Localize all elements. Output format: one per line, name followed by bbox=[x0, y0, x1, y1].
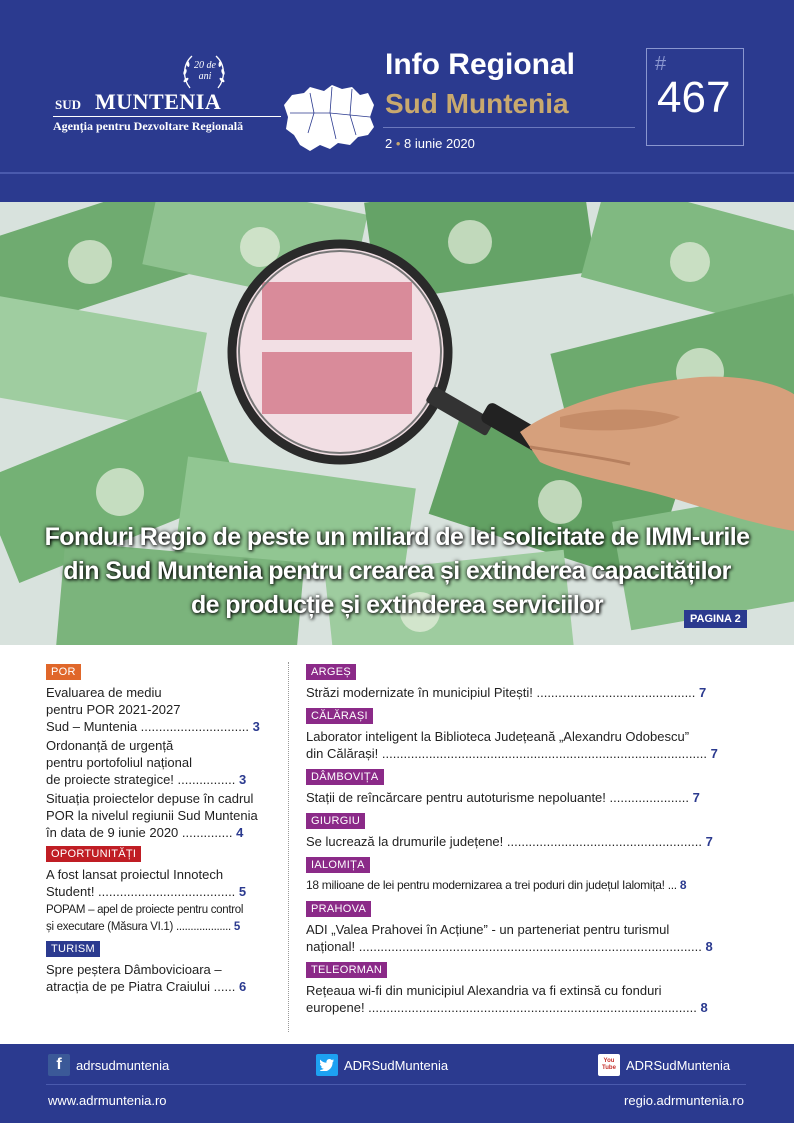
toc-item-line: Ordonanță de urgență bbox=[46, 738, 174, 753]
region-map-icon bbox=[280, 83, 378, 155]
toc-leader: atracția de pe Piatra Craiului ...... bbox=[46, 979, 236, 994]
header bbox=[0, 0, 794, 172]
toc-section-turism bbox=[46, 939, 270, 995]
twitter-link[interactable] bbox=[316, 1054, 448, 1076]
toc-item-line bbox=[46, 824, 270, 841]
page-number: 8 bbox=[705, 939, 713, 954]
tag-arges: ARGEȘ bbox=[306, 664, 356, 680]
toc-item[interactable] bbox=[306, 877, 746, 894]
date-end: 8 iunie 2020 bbox=[404, 136, 475, 151]
tag-calarasi: CĂLĂRAȘI bbox=[306, 708, 373, 724]
page-number: 5 bbox=[238, 884, 247, 899]
newsletter-title: Info Regional bbox=[385, 48, 575, 81]
page-number: 7 bbox=[699, 685, 707, 700]
issue-number: 467 bbox=[657, 73, 731, 122]
toc-section-prahova bbox=[306, 899, 746, 955]
headline-line-3: de producție și extinderea serviciilor bbox=[190, 591, 604, 619]
toc-item-line: Situația proiectelor depuse în cadrul bbox=[46, 791, 254, 806]
toc-item-line: A fost lansat proiectul Innotech bbox=[46, 867, 224, 882]
toc-leader: Student! ...................................... bbox=[46, 884, 236, 899]
header-stripe bbox=[0, 172, 794, 202]
toc-item[interactable] bbox=[46, 790, 270, 841]
tag-giurgiu: GIURGIU bbox=[306, 813, 365, 829]
footer-divider bbox=[46, 1084, 746, 1085]
facebook-icon: f bbox=[48, 1054, 70, 1076]
youtube-link[interactable] bbox=[598, 1054, 730, 1076]
page-number: 8 bbox=[700, 1000, 708, 1015]
tag-dambovita: DÂMBOVIȚA bbox=[306, 769, 384, 785]
toc-item-line: ADI „Valea Prahovei în Acțiune” - un parteneriat pentru turismul bbox=[306, 922, 670, 937]
toc-item-line bbox=[306, 745, 746, 762]
toc-item[interactable] bbox=[306, 684, 746, 701]
twitter-handle: ADRSudMuntenia bbox=[344, 1057, 449, 1073]
youtube-icon bbox=[598, 1054, 620, 1076]
headline-line-1: Fonduri Regio de peste un miliard de lei solicitate de IMM-urile bbox=[44, 523, 750, 551]
toc-section-por bbox=[46, 662, 270, 841]
page-number: 8 bbox=[679, 878, 687, 892]
toc-leader: din Călărași! .......................................................................................... bbox=[306, 746, 707, 761]
page-number: 7 bbox=[705, 834, 713, 849]
toc-item[interactable] bbox=[46, 866, 270, 900]
toc-item-line: Străzi modernizate în municipiul Pitești! ............................................ bbox=[306, 685, 696, 700]
page-number: 6 bbox=[238, 979, 247, 994]
toc-item[interactable] bbox=[46, 737, 270, 788]
tag-oportunitati: OPORTUNITĂȚI bbox=[46, 846, 141, 862]
website-link-left[interactable]: www.adrmuntenia.ro bbox=[48, 1093, 167, 1108]
toc-item-line bbox=[306, 999, 746, 1016]
toc-left-column bbox=[46, 662, 270, 997]
facebook-handle: adrsudmuntenia bbox=[76, 1057, 170, 1073]
toc-item-line: Laborator inteligent la Biblioteca Județeană „Alexandru Odobescu” bbox=[306, 729, 690, 744]
toc-section-giurgiu bbox=[306, 811, 746, 850]
toc-item-line: 18 milioane de lei pentru modernizarea a trei poduri din județul Ialomița! ... bbox=[306, 878, 677, 892]
website-link-right[interactable]: regio.adrmuntenia.ro bbox=[624, 1093, 744, 1108]
issue-box bbox=[646, 48, 744, 146]
toc-item[interactable] bbox=[306, 833, 746, 850]
toc-item-line bbox=[46, 978, 270, 995]
twitter-icon bbox=[316, 1054, 338, 1076]
toc-item-line: pentru portofoliul național bbox=[46, 755, 192, 770]
hero-image bbox=[0, 202, 794, 645]
page-number: 3 bbox=[238, 772, 247, 787]
toc-item-line bbox=[46, 718, 270, 735]
toc-item-line: Evaluarea de mediu bbox=[46, 685, 162, 700]
newsletter-region: Sud Muntenia bbox=[385, 88, 569, 119]
toc-item-line: POPAM – apel de proiecte pentru control bbox=[46, 904, 244, 916]
toc-leader: de proiecte strategice! ................ bbox=[46, 772, 236, 787]
tag-ialomita: IALOMIȚA bbox=[306, 857, 370, 873]
laurel-text: 20 de ani bbox=[194, 60, 216, 82]
toc-section-ialomita bbox=[306, 855, 746, 894]
headline-line-2: din Sud Muntenia pentru crearea și extinderea capacităților bbox=[63, 557, 731, 585]
logo-subtitle: Agenția pentru Dezvoltare Regională bbox=[53, 119, 244, 133]
toc-item[interactable] bbox=[306, 921, 746, 955]
title-divider bbox=[383, 127, 635, 128]
toc-leader: național! ............................................................................................... bbox=[306, 939, 702, 954]
toc-item-line: Spre peștera Dâmbovicioara – bbox=[46, 962, 222, 977]
toc-item[interactable] bbox=[306, 728, 746, 762]
toc-item-line bbox=[46, 919, 270, 936]
toc-leader: Sud – Muntenia .............................. bbox=[46, 719, 250, 734]
youtube-handle: ADRSudMuntenia bbox=[626, 1057, 731, 1073]
tag-por: POR bbox=[46, 664, 81, 680]
youtube-icon-text: You Tube bbox=[602, 1058, 616, 1071]
toc-section-teleorman bbox=[306, 960, 746, 1016]
toc-item-line: Se lucrează la drumurile județene! ...................................................... bbox=[306, 834, 702, 849]
toc-leader: în data de 9 iunie 2020 .............. bbox=[46, 825, 233, 840]
toc-item-line: pentru POR 2021-2027 bbox=[46, 702, 181, 717]
page-number: 7 bbox=[692, 790, 700, 805]
toc-item[interactable] bbox=[46, 902, 270, 936]
toc-section-arges bbox=[306, 662, 746, 701]
toc-item[interactable] bbox=[46, 961, 270, 995]
page-number: 5 bbox=[233, 921, 240, 933]
page-number: 3 bbox=[252, 719, 260, 734]
issue-hash: # bbox=[655, 53, 667, 75]
adr-sud-muntenia-logo bbox=[45, 45, 345, 155]
issue-date bbox=[385, 136, 475, 151]
date-start: 2 bbox=[385, 136, 393, 151]
toc-item[interactable] bbox=[306, 982, 746, 1016]
toc-leader: și executare (Măsura VI.1) ................... bbox=[46, 921, 231, 933]
toc-section-dambovita bbox=[306, 767, 746, 806]
tag-prahova: PRAHOVA bbox=[306, 901, 371, 917]
logo-sud: SUD bbox=[55, 97, 82, 112]
toc-item-line: POR la nivelul regiunii Sud Muntenia bbox=[46, 808, 258, 823]
toc-item-line: Stații de reîncărcare pentru autoturisme nepoluante! ...................... bbox=[306, 790, 689, 805]
logo-muntenia: MUNTENIA bbox=[95, 89, 222, 114]
column-divider bbox=[288, 662, 289, 1032]
toc-item[interactable] bbox=[46, 684, 270, 735]
page-2-badge[interactable]: PAGINA 2 bbox=[684, 610, 747, 628]
toc-section-oportunitati bbox=[46, 844, 270, 936]
toc-item[interactable] bbox=[306, 789, 746, 806]
hero-headline[interactable] bbox=[0, 520, 794, 622]
tag-teleorman: TELEORMAN bbox=[306, 962, 387, 978]
page-number: 4 bbox=[236, 825, 244, 840]
logo-divider bbox=[53, 116, 281, 117]
page-number: 7 bbox=[710, 746, 718, 761]
toc-item-line bbox=[46, 883, 270, 900]
toc-item-line bbox=[306, 938, 746, 955]
facebook-link[interactable] bbox=[48, 1054, 169, 1076]
date-separator-dot: • bbox=[395, 136, 401, 151]
toc-leader: europene! ........................................................................................... bbox=[306, 1000, 697, 1015]
toc-section-calarasi bbox=[306, 706, 746, 762]
tag-turism: TURISM bbox=[46, 941, 100, 957]
toc-item-line bbox=[46, 771, 270, 788]
toc-right-column bbox=[306, 662, 746, 1021]
toc-item-line: Rețeaua wi-fi din municipiul Alexandria va fi extinsă cu fonduri bbox=[306, 983, 662, 998]
